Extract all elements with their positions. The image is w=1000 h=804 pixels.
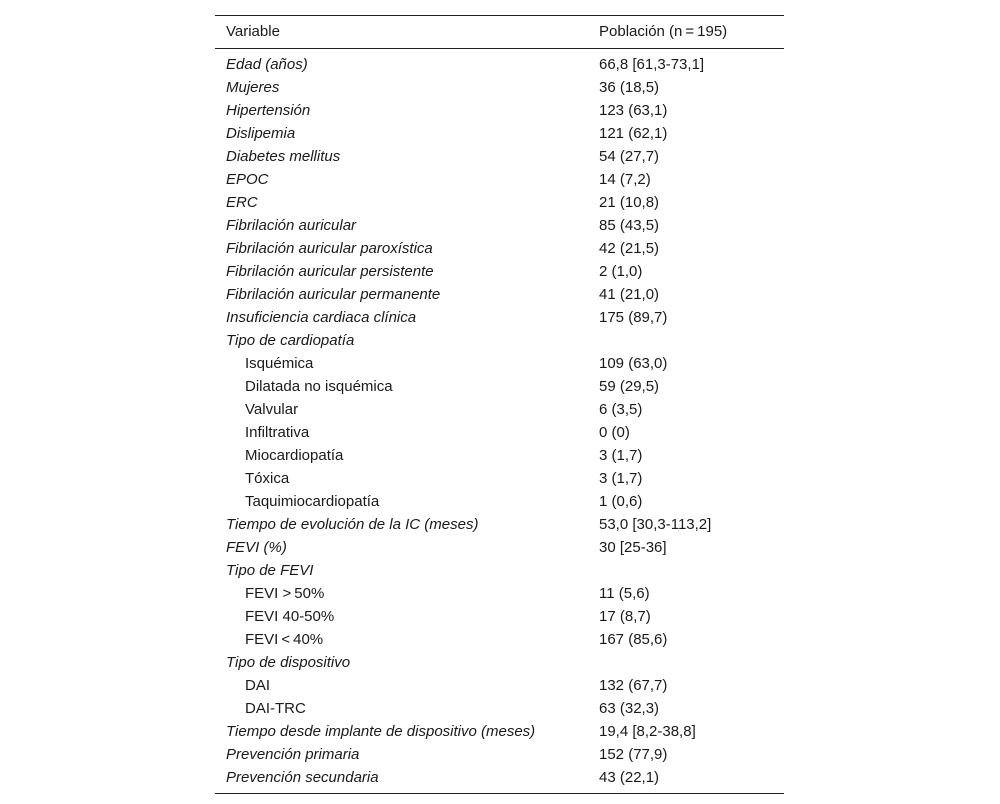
row-variable-label: FEVI > 50% [245,585,325,602]
row-value: 41 (21,0) [599,286,660,303]
row-variable-label: Edad (años) [226,56,308,73]
row-value: 43 (22,1) [599,769,660,786]
table-row [215,237,784,260]
row-variable-label: Tiempo de evolución de la IC (meses) [226,516,479,533]
row-value: 19,4 [8,2-38,8] [599,723,696,740]
row-value: 109 (63,0) [599,355,668,372]
characteristics-table [215,15,784,794]
row-value: 85 (43,5) [599,217,660,234]
row-value: 175 (89,7) [599,309,668,326]
row-variable-label: EPOC [226,171,269,188]
header-variable: Variable [226,23,280,40]
row-value: 59 (29,5) [599,378,660,395]
row-value: 152 (77,9) [599,746,668,763]
row-variable-label: Fibrilación auricular [226,217,357,234]
table-row [215,329,784,352]
row-variable-label: Dilatada no isquémica [245,378,393,395]
table-row [215,605,784,628]
row-value: 1 (0,6) [599,493,643,510]
row-variable-label: Tiempo desde implante de dispositivo (meses) [226,723,536,740]
row-value: 21 (10,8) [599,194,660,211]
table-row [215,214,784,237]
row-value: 3 (1,7) [599,447,643,464]
table-row [215,720,784,743]
row-value: 132 (67,7) [599,677,668,694]
table-row [215,766,784,789]
table-row [215,467,784,490]
row-value: 36 (18,5) [599,79,660,96]
table-row [215,191,784,214]
table-header-row [215,16,784,48]
row-value: 3 (1,7) [599,470,643,487]
row-variable-label: Tipo de dispositivo [226,654,351,671]
row-variable-label: Miocardiopatía [245,447,344,464]
row-value: 6 (3,5) [599,401,643,418]
row-variable-label: Tipo de FEVI [226,562,314,579]
table-row [215,513,784,536]
row-value: 66,8 [61,3-73,1] [599,56,705,73]
table-row [215,743,784,766]
row-variable-label: Taquimiocardiopatía [245,493,380,510]
row-variable-label: Fibrilación auricular paroxística [226,240,433,257]
row-value: 53,0 [30,3-113,2] [599,516,712,533]
row-variable-label: FEVI (%) [226,539,287,556]
row-variable-label: FEVI < 40% [245,631,324,648]
table-row [215,283,784,306]
row-variable-label: Tipo de cardiopatía [226,332,355,349]
bottom-rule [215,793,784,794]
table-row [215,444,784,467]
table-row [215,352,784,375]
table-row [215,651,784,674]
row-value: 14 (7,2) [599,171,651,188]
row-variable-label: Diabetes mellitus [226,148,341,165]
row-variable-label: Prevención primaria [226,746,360,763]
row-value: 2 (1,0) [599,263,643,280]
table-row [215,122,784,145]
row-value: 123 (63,1) [599,102,668,119]
row-value: 11 (5,6) [599,585,650,602]
row-value: 30 [25-36] [599,539,667,556]
row-variable-label: Isquémica [245,355,314,372]
row-value: 0 (0) [599,424,630,441]
row-value: 54 (27,7) [599,148,660,165]
row-variable-label: Infiltrativa [245,424,310,441]
row-variable-label: Fibrilación auricular permanente [226,286,441,303]
table-row [215,674,784,697]
table-body [215,53,784,789]
table-row [215,375,784,398]
row-variable-label: Prevención secundaria [226,769,379,786]
row-value: 121 (62,1) [599,125,668,142]
table-row [215,260,784,283]
table-row [215,421,784,444]
header-population: Población (n = 195) [599,23,728,40]
table-row [215,582,784,605]
table-row [215,306,784,329]
row-variable-label: Dislipemia [226,125,296,142]
table-row [215,145,784,168]
row-variable-label: Fibrilación auricular persistente [226,263,434,280]
row-variable-label: ERC [226,194,258,211]
table-row [215,398,784,421]
row-variable-label: Mujeres [226,79,280,96]
row-variable-label: DAI [245,677,271,694]
table-row [215,99,784,122]
row-variable-label: FEVI 40-50% [245,608,335,625]
table-row [215,53,784,76]
table-row [215,628,784,651]
row-variable-label: Insuficiencia cardiaca clínica [226,309,417,326]
table-row [215,559,784,582]
row-value: 17 (8,7) [599,608,651,625]
row-variable-label: DAI-TRC [245,700,306,717]
table-row [215,536,784,559]
row-value: 167 (85,6) [599,631,668,648]
row-variable-label: Tóxica [245,470,290,487]
row-variable-label: Valvular [245,401,299,418]
table-row [215,76,784,99]
row-value: 63 (32,3) [599,700,660,717]
table-row [215,168,784,191]
table-row [215,490,784,513]
row-variable-label: Hipertensión [226,102,311,119]
row-value: 42 (21,5) [599,240,660,257]
table-row [215,697,784,720]
